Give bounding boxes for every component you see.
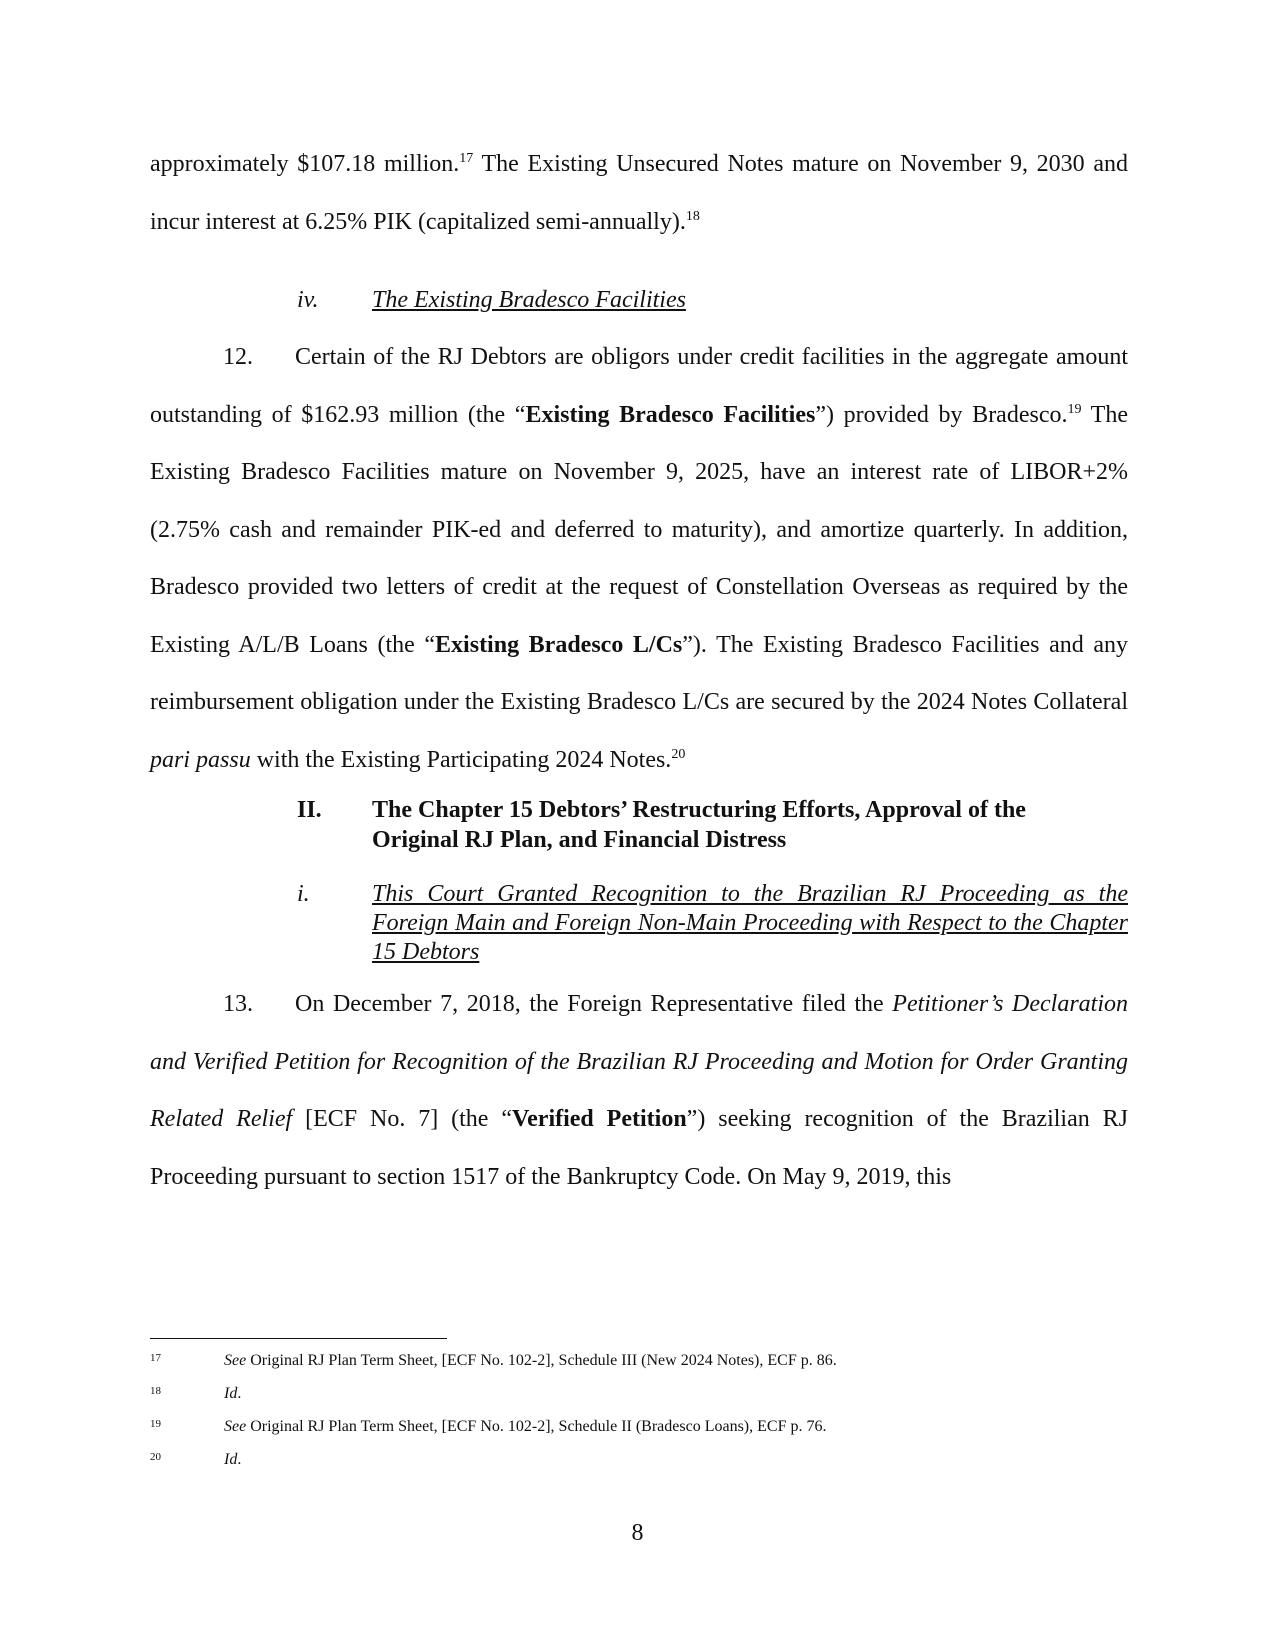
text-run: ”). The Existing Bradesco Facilities and any reimbursement obligation under the Existing Bradesco L/Cs are secured by the 2024 Notes Collateral bbox=[150, 631, 1128, 715]
section-heading-II bbox=[297, 795, 1117, 855]
citation-signal: Id bbox=[224, 1385, 238, 1402]
subheading-i bbox=[297, 880, 1128, 967]
document-title: Petitioner’s Declaration and Verified Petition for Recognition of the Brazilian RJ Proceeding and Motion for Order Granting Related Relief bbox=[150, 991, 1128, 1132]
footnote-ref-20[interactable]: 20 bbox=[671, 746, 686, 762]
citation-signal: Id bbox=[224, 1451, 238, 1468]
text-run: The Existing Unsecured Notes mature on November 9, 2030 and incur interest at 6.25% PIK (capitalized semi-annually). bbox=[150, 151, 1129, 235]
text-run: with the Existing Participating 2024 Notes. bbox=[250, 746, 672, 773]
text-run: ”) seeking recognition of the Brazilian RJ Proceeding pursuant to section 1517 of the Bankruptcy Code. On May 9, 2019, this bbox=[150, 1106, 1128, 1190]
page-number: 8 bbox=[631, 1520, 644, 1546]
footnote-number: 20 bbox=[150, 1451, 161, 1463]
paragraph-11-continuation bbox=[150, 136, 1128, 251]
footnote-number: 17 bbox=[150, 1352, 161, 1364]
citation: . bbox=[237, 1385, 242, 1402]
footnote-text bbox=[224, 1351, 837, 1371]
text-run: Certain of the RJ Debtors are obligors under credit facilities in the aggregate amount outstanding of $162.93 million (the “ bbox=[150, 344, 1128, 428]
defined-term: Existing Bradesco L/Cs bbox=[435, 631, 683, 658]
footnote-ref-18[interactable]: 18 bbox=[685, 208, 700, 224]
paragraph-number: 12. bbox=[223, 344, 253, 370]
text-run: ”) provided by Bradesco. bbox=[815, 401, 1068, 428]
citation-signal: See bbox=[224, 1418, 247, 1435]
paragraph-13 bbox=[150, 976, 1128, 1206]
citation: Original RJ Plan Term Sheet, [ECF No. 102-2], Schedule III (New 2024 Notes), ECF p. 86. bbox=[246, 1352, 837, 1369]
text-run: [ECF No. 7] (the “ bbox=[292, 1106, 513, 1132]
defined-term: Verified Petition bbox=[512, 1106, 687, 1132]
citation: Original RJ Plan Term Sheet, [ECF No. 102-2], Schedule II (Bradesco Loans), ECF p. 76. bbox=[246, 1418, 827, 1435]
footnote-text bbox=[224, 1384, 241, 1404]
citation: . bbox=[237, 1451, 242, 1468]
footnote-number: 18 bbox=[150, 1385, 161, 1397]
footnote-separator bbox=[150, 1338, 447, 1339]
citation-signal: See bbox=[224, 1352, 247, 1369]
defined-term: Existing Bradesco Facilities bbox=[525, 401, 816, 428]
section-title: The Chapter 15 Debtors’ Restructuring Efforts, Approval of the Original RJ Plan, and Financial Distress bbox=[372, 797, 1026, 853]
footnote-ref-19[interactable]: 19 bbox=[1067, 401, 1082, 417]
subheading-number: i. bbox=[297, 881, 310, 907]
footnote-text bbox=[224, 1417, 826, 1437]
subheading-number: iv. bbox=[297, 287, 319, 313]
subheading-iv bbox=[297, 285, 686, 315]
italic-term: pari passu bbox=[150, 746, 251, 773]
footnote-number: 19 bbox=[150, 1418, 161, 1430]
text-run: On December 7, 2018, the Foreign Representative filed the bbox=[295, 991, 893, 1017]
text-run: approximately $107.18 million. bbox=[150, 151, 460, 177]
text-run: The Existing Bradesco Facilities mature on November 9, 2025, have an interest rate of LIBOR+2% (2.75% cash and remainder PIK-ed and deferred to maturity), and amortize quarterly. In addition, Bradesco provided two letters of credit at the request of Constellation Overseas as required by the Existing A/L/B Loans (the “ bbox=[150, 401, 1128, 658]
section-number: II. bbox=[297, 797, 322, 823]
paragraph-12 bbox=[150, 329, 1128, 789]
subheading-title: The Existing Bradesco Facilities bbox=[372, 287, 686, 313]
paragraph-number: 13. bbox=[223, 991, 253, 1017]
subheading-title: This Court Granted Recognition to the Brazilian RJ Proceeding as the Foreign Main and Foreign Non-Main Proceeding with Respect to the Chapter 15 Debtors bbox=[372, 881, 1128, 965]
footnote-text bbox=[224, 1450, 241, 1470]
footnote-ref-17[interactable]: 17 bbox=[459, 151, 474, 166]
